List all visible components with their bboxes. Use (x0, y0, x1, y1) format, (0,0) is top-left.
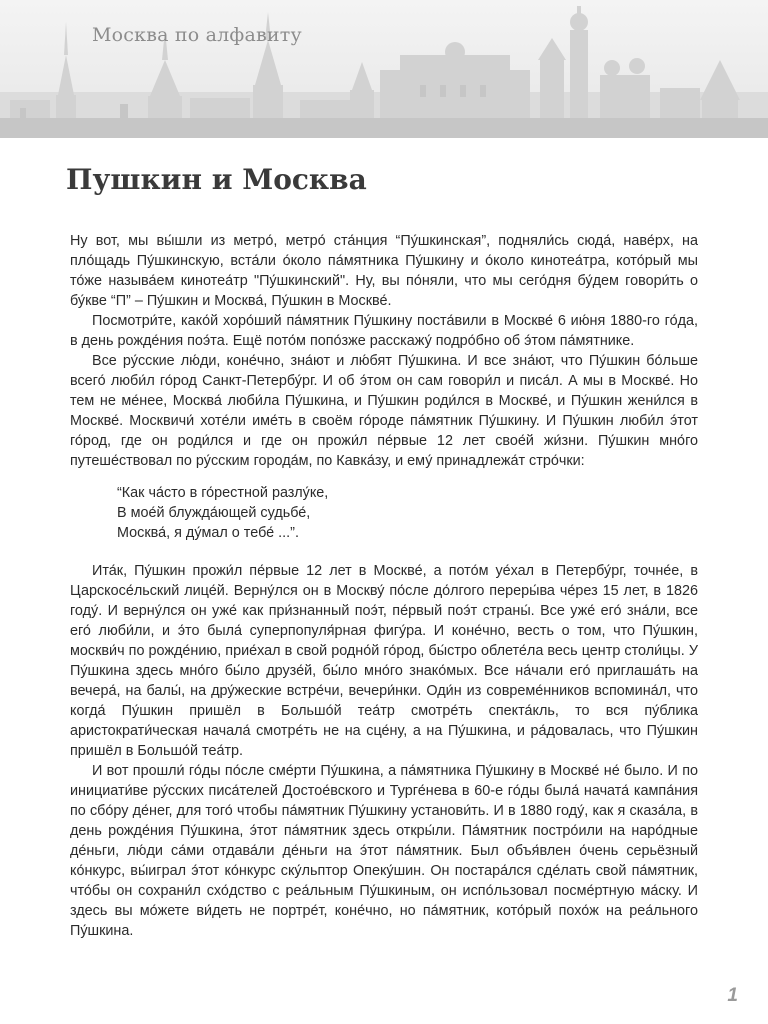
header-banner (0, 0, 768, 138)
paragraph: Ну вот, мы вы́шли из метро́, метро́ ста́нция “Пу́шкинская”, подняли́сь сюда́, наве́рх, на пло́щадь Пу́шкинскую, вста́ли о́коло па́мятника Пу́шкину и о́коло кинотеа́тра, кото́рый мы то́же называ́ем кинотеа́тр "Пу́шкинский". Ну, вы по́няли, что мы сего́дня бу́дем говори́ть о бу́кве “П” – Пу́шкин и Москва́, Пу́шкин в Москве́. (70, 233, 698, 309)
page-title: Пушкин и Москва (66, 163, 367, 196)
page-number: 1 (727, 985, 738, 1006)
paragraph: Посмотри́те, како́й хоро́ший па́мятник Пу́шкину поста́вили в Москве́ 6 ию́ня 1880-го го́да, в день рожде́ния поэ́та. Ещё пото́м попо́зже расскажу́ подро́бно об э́том па́мятнике. (70, 313, 698, 349)
poem-line: Москва́, я ду́мал о тебе́ ...”. (117, 525, 299, 541)
article-body (70, 231, 698, 941)
kremlin-skyline-illustration (0, 0, 768, 138)
poem-line: “Как ча́сто в го́рестной разлу́ке, (117, 485, 329, 501)
paragraph: Ита́к, Пу́шкин прожи́л пе́рвые 12 лет в Москве́, а пото́м уе́хал в Петербу́рг, точне́е, в Царскосе́льский лице́й. Верну́лся он в Москву́ по́сле до́лгого переры́ва че́рез 15 лет, в 1826 году́. И верну́лся он уже́ как при́знанный поэ́т, пе́рвый поэ́т страны́. Все уже́ его́ зна́ли, все его́ люби́ли, и э́то была́ суперпопуля́рная фигу́ра. И коне́чно, весть о том, что Пу́шкин, москви́ч по рожде́нию, прие́хал в свой родно́й го́род, бы́стро облете́ла весь центр столи́цы. У Пу́шкина здесь мно́го бы́ло друзе́й, бы́ло мно́го знако́мых. Все на́чали его́ приглаша́ть на вечера́, на балы́, на дру́жеские встре́чи, вечери́нки. Оди́н из совреме́нников вспомина́л, что когда́ Пу́шкин пришёл в Большо́й теа́тр смотре́ть спекта́кль, то вся пу́блика аристократи́ческая начала́ смотре́ть не на сце́ну, а на Пу́шкина, и ра́довалась, что Пу́шкин пришёл в Большо́й теа́тр. (70, 563, 698, 759)
paragraph: И вот прошли́ го́ды по́сле сме́рти Пу́шкина, а па́мятника Пу́шкину в Москве́ не́ было. И по инициати́ве ру́сских писа́телей Достое́вского и Турге́нева в 60-е го́ды была́ начата́ кампа́ния по сбо́ру де́нег, для того́ чтобы па́мятник Пу́шкину установи́ть. И в 1880 году́, как я сказа́ла, в день рожде́ния Пу́шкина, э́тот па́мятник здесь откры́ли. Па́мятник постро́или на наро́дные де́ньги, лю́ди са́ми отдава́ли де́ньги на э́тот па́мятник. Был объя́влен о́чень серьёзный ко́нкурс, вы́играл э́тот ко́нкурс ску́льптор Опеку́шин. Он постара́лся сде́лать свой па́мятник, что́бы он сохрани́л схо́дство с реа́льным Пу́шкиным, он испо́льзовал посме́ртную ма́ску. И здесь вы мо́жете ви́деть не портре́т, коне́чно, но па́мятник, кото́рый похо́ж на реа́льного Пу́шкина. (70, 763, 698, 939)
poem-quote (117, 483, 698, 543)
header-title: Москва по алфавиту (92, 24, 302, 46)
paragraph: Все ру́сские лю́ди, коне́чно, зна́ют и лю́бят Пу́шкина. И все зна́ют, что Пу́шкин бо́льше всего́ люби́л го́род Санкт-Петербу́рг. И об э́том он сам говори́л и писа́л. А мы в Москве́. Но тем не ме́нее, Москва́ люби́ла Пу́шкина, и Пу́шкин роди́лся в Москве́, и Пу́шкин жени́лся в Москве́. Москвичи́ хоте́ли име́ть в своём го́роде па́мятник Пу́шкину. И Пу́шкин люби́л э́тот го́род, где он роди́лся и где он прожи́л пе́рвые 12 лет свое́й жи́зни. Пу́шкин мно́го путеше́ствовал по ру́сским города́м, по Кавка́зу, и ему́ принадлежа́т стро́чки: (70, 353, 698, 469)
poem-line: В мое́й блужда́ющей судьбе́, (117, 505, 311, 521)
